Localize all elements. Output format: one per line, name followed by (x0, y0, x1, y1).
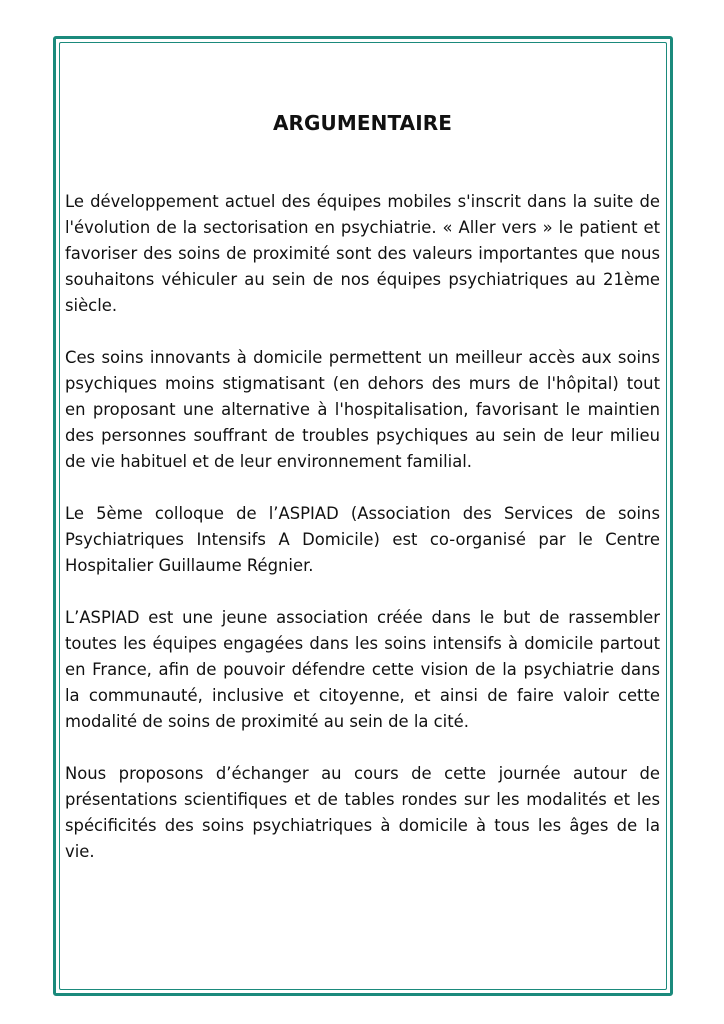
document-title: ARGUMENTAIRE (272, 111, 453, 135)
paragraph-colloque: Le 5ème colloque de l’ASPIAD (Association des Services de soins Psychiatriques Intensifs A Domicile) est co-organisé par le Centre Hospitalier Guillaume Régnier. (65, 504, 660, 575)
document-body (65, 105, 660, 865)
paragraph-mobile-teams: Le développement actuel des équipes mobiles s'inscrit dans la suite de l'évolution de la sectorisation en psychiatrie. « Aller vers » le patient et favoriser des soins de proximité sont des valeurs importantes que nous souhaitons véhiculer au sein de nos équipes psychiatriques au 21ème siècle. (65, 192, 660, 315)
paragraph-program: Nous proposons d’échanger au cours de cette journée autour de présentations scientifiques et de tables rondes sur les modalités et les spécificités des soins psychiatriques à domicile à tous les âges de la vie. (65, 764, 660, 861)
paragraph-home-care: Ces soins innovants à domicile permettent un meilleur accès aux soins psychiques moins stigmatisant (en dehors des murs de l'hôpital) tout en proposant une alternative à l'hospitalisation, favorisant le maintien des personnes souffrant de troubles psychiques au sein de leur milieu de vie habituel et de leur environnement familial. (65, 348, 660, 471)
paragraph-aspiad: L’ASPIAD est une jeune association créée dans le but de rassembler toutes les équipes engagées dans les soins intensifs à domicile partout en France, afin de pouvoir défendre cette vision de la psychiatrie dans la communauté, inclusive et citoyenne, et ainsi de faire valoir cette modalité de soins de proximité au sein de la cité. (65, 608, 660, 731)
